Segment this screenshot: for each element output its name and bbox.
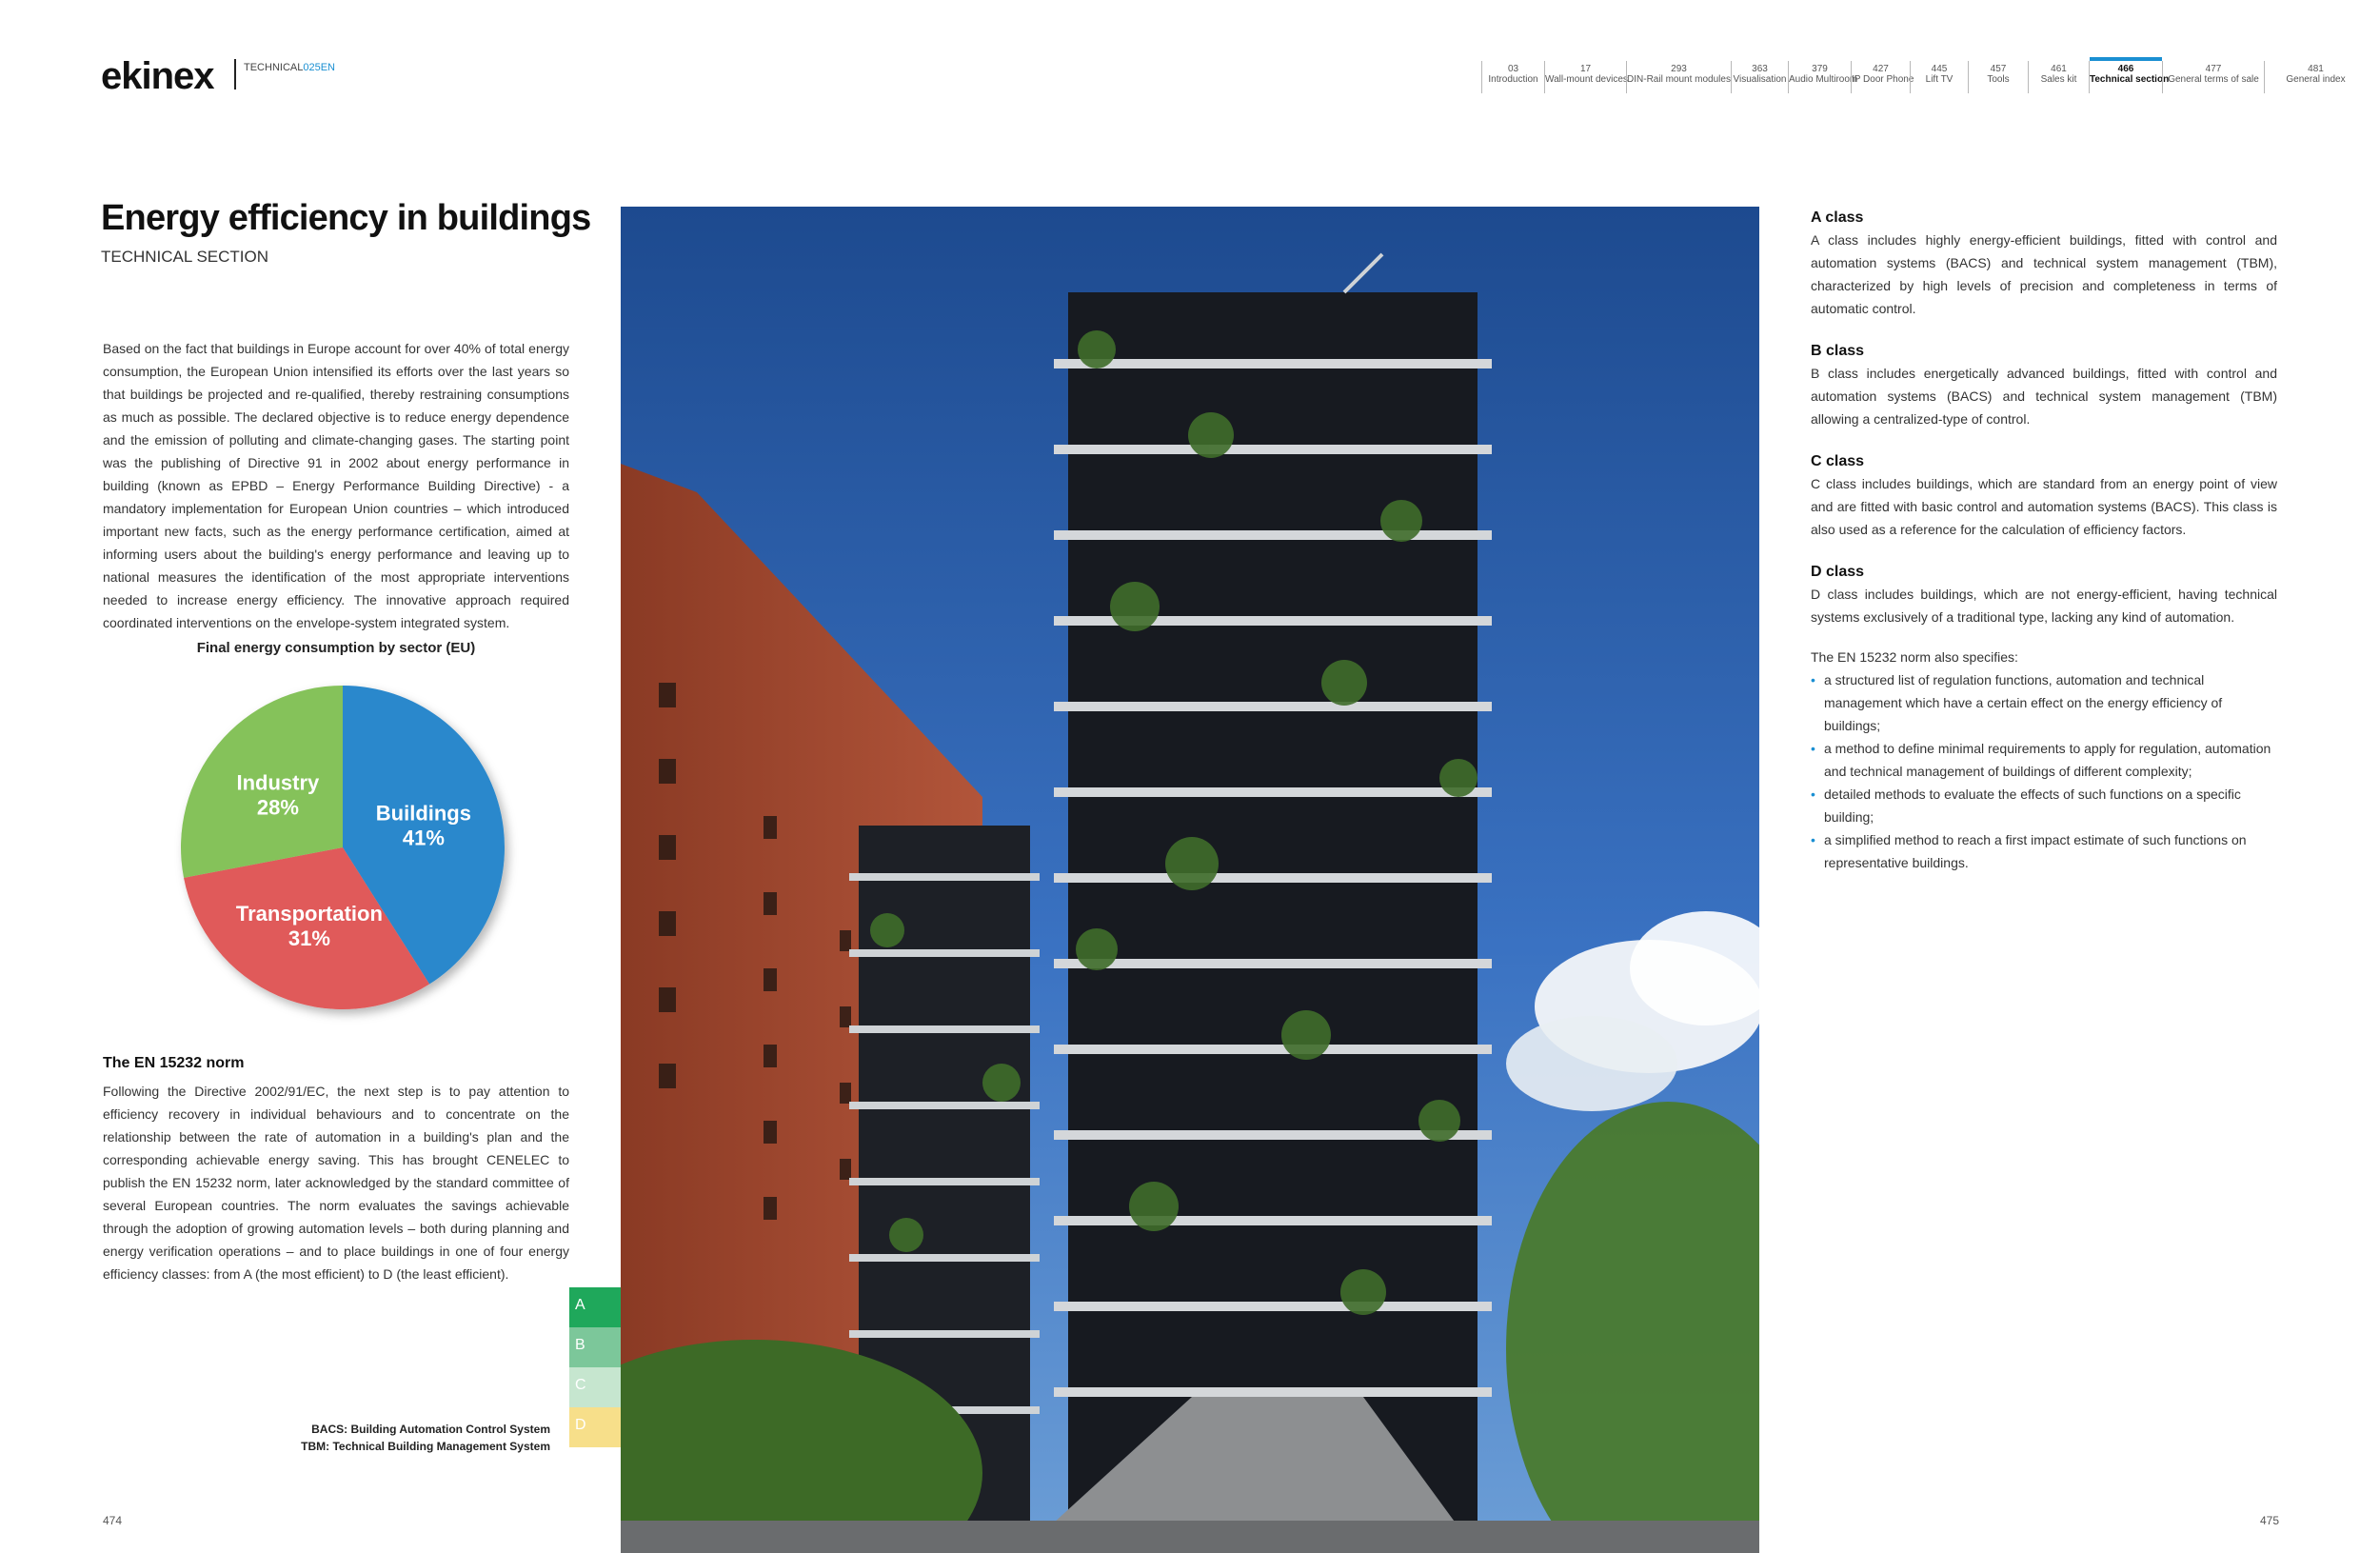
nav-tab-label: Tools: [1987, 74, 2010, 85]
chart-title: Final energy consumption by sector (EU): [196, 640, 476, 656]
nav-tab-page: 17: [1579, 64, 1592, 74]
efficiency-class-bar: [569, 1287, 621, 1447]
nav-tab-label: Wall-mount devices: [1545, 74, 1628, 85]
bullet-icon: •: [1811, 741, 1815, 756]
nav-tab-page: 457: [1990, 64, 2007, 74]
nav-tab-page: 379: [1812, 64, 1828, 74]
pie-label-transportation: Transportation: [235, 902, 383, 926]
nav-tab-sales-kit[interactable]: [2028, 61, 2089, 93]
class-description: B class includes energetically advanced buildings, fitted with control and automation systems (BACS) and technical system management (TBM) allowing a centralized-type of control.: [1811, 366, 2277, 427]
legend-tbm: TBM: Technical Building Management System: [301, 1440, 550, 1453]
class-cell-d: D: [569, 1407, 621, 1447]
class-cell-c: C: [569, 1367, 621, 1407]
nav-tab-page: 427: [1873, 64, 1889, 74]
abbreviation-legend: [248, 1421, 550, 1455]
class-description: D class includes buildings, which are not energy-efficient, having technical systems exclusively of a traditional type, lacking any kind of automation.: [1811, 587, 2277, 625]
nav-tab-technical-section[interactable]: [2089, 61, 2170, 93]
spec-list: [1811, 668, 2277, 874]
page-title: Energy efficiency in buildings: [101, 198, 591, 238]
nav-tab-page: 477: [2205, 64, 2222, 74]
nav-tab-label: Lift TV: [1925, 74, 1954, 85]
spec-list-item: [1811, 828, 2277, 874]
section-tag: [244, 62, 335, 73]
class-block-b: [1811, 343, 2277, 430]
spec-intro: The EN 15232 norm also specifies:: [1811, 649, 2018, 665]
class-heading: A class: [1811, 209, 1864, 226]
right-column: [1811, 209, 2277, 874]
nav-tab-label: DIN-Rail mount modules: [1627, 74, 1731, 85]
class-description: A class includes highly energy-efficient buildings, fitted with control and automation systems (BACS) and technical system management (TBM), characterized by high levels of precision and completeness in terms of automatic control.: [1811, 232, 2277, 316]
pie-label-industry: Industry: [236, 770, 320, 795]
class-heading: D class: [1811, 564, 1865, 580]
nav-tab-general-index[interactable]: [2264, 61, 2367, 93]
spec-text: a structured list of regulation functions, automation and technical management which have a certain effect on the energy efficiency of buildings;: [1824, 672, 2223, 733]
nav-tab-page: 293: [1671, 64, 1687, 74]
intro-paragraph: Based on the fact that buildings in Europe account for over 40% of total energy consumption, the European Union intensified its efforts over the last years so that buildings be projected and re-qualified, thereby restraining consumptions as much as possible. The declared objective is to reduce energy dependence and the emission of polluting and climate-changing gases. The starting point was the publishing of Directive 91 in 2002 about energy performance in building (known as EPBD – Energy Performance Building Directive) - a mandatory implementation for European Union countries – which introduced important new facts, such as the energy performance certification, aimed at informing users about the building's energy performance and leaving up to national measures the identification of the most appropriate interventions needed to increase energy efficiency. The innovative approach required coordinated interventions on the envelope-system integrated system.: [103, 341, 569, 630]
nav-tab-label: Visualisation: [1733, 74, 1787, 85]
nav-tab-introduction[interactable]: [1481, 61, 1544, 93]
nav-tab-label: Introduction: [1488, 74, 1538, 85]
vertical-forest-photo: [621, 207, 1759, 1553]
pie-value-industry: 28%: [256, 795, 299, 820]
nav-tab-label: General index: [2286, 74, 2346, 85]
norm-heading: The EN 15232 norm: [103, 1055, 245, 1071]
nav-tab-page: 363: [1752, 64, 1768, 74]
energy-pie-chart: [162, 667, 524, 1028]
class-block-c: [1811, 453, 2277, 541]
nav-tab-general-terms-of-sale[interactable]: [2162, 61, 2264, 93]
bullet-icon: •: [1811, 672, 1815, 687]
nav-tab-label: Sales kit: [2040, 74, 2077, 85]
nav-tab-audio-multiroom[interactable]: [1788, 61, 1858, 93]
class-heading: C class: [1811, 453, 1865, 469]
nav-tab-ip-door-phone[interactable]: [1851, 61, 1914, 93]
page-subtitle: TECHNICAL SECTION: [101, 248, 269, 266]
class-block-d: [1811, 564, 2277, 628]
class-cell-a: A: [569, 1287, 621, 1327]
page-number-left: 474: [103, 1514, 123, 1527]
norm-paragraph: Following the Directive 2002/91/EC, the next step is to pay attention to efficiency recovery in individual behaviours and to concentrate on the relationship between the rate of automation in a building's plan and the corresponding achievable energy saving. This has brought CENELEC to publish the EN 15232 norm, later acknowledged by the standard committee of several European countries. The norm evaluates the savings achievable through the adoption of growing automation levels – both during planning and energy verification operations – and to place buildings in one of four energy efficiency classes: from A (the most efficient) to D (the least efficient).: [103, 1084, 569, 1282]
nav-tab-page: 445: [1931, 64, 1948, 74]
nav-tab-tools[interactable]: [1968, 61, 2028, 93]
legend-bacs: BACS: Building Automation Control System: [311, 1423, 550, 1436]
nav-tab-page: 481: [2308, 64, 2324, 74]
nav-tab-label: Audio Multiroom: [1789, 74, 1858, 85]
nav-tab-page: 466: [2117, 64, 2134, 74]
nav-tab-wall-mount-devices[interactable]: [1544, 61, 1626, 93]
bullet-icon: •: [1811, 786, 1815, 802]
class-heading: B class: [1811, 343, 1865, 359]
spec-text: a simplified method to reach a first impact estimate of such functions on representative buildings.: [1824, 832, 2247, 870]
class-descriptions: [1811, 209, 2277, 628]
spec-text: detailed methods to evaluate the effects of such functions on a specific building;: [1824, 786, 2241, 825]
spec-text: a method to define minimal requirements to apply for regulation, automation and technical management of buildings of different complexity;: [1824, 741, 2271, 779]
class-description: C class includes buildings, which are standard from an energy point of view and are fitted with basic control and automation systems (BACS). This class is also used as a reference for the calculation of efficiency factors.: [1811, 476, 2277, 537]
pie-value-transportation: 31%: [288, 926, 330, 951]
pie-value-buildings: 41%: [402, 826, 445, 850]
nav-tab-label: Technical section: [2090, 74, 2170, 85]
section-tag-accent: 025EN: [303, 62, 335, 73]
class-block-a: [1811, 209, 2277, 320]
spec-list-item: [1811, 783, 2277, 828]
nav-tab-din-rail-mount-modules[interactable]: [1626, 61, 1731, 93]
nav-tab-label: IP Door Phone: [1852, 74, 1914, 85]
section-tag-prefix: TECHNICAL: [244, 62, 304, 73]
spec-list-item: [1811, 737, 2277, 783]
spec-list-item: [1811, 668, 2277, 737]
page-number-right: 475: [2260, 1514, 2280, 1527]
ekinex-logo: ekinex: [101, 55, 214, 97]
nav-tab-visualisation[interactable]: [1731, 61, 1788, 93]
pie-label-buildings: Buildings: [375, 801, 471, 826]
nav-tab-label: General terms of sale: [2168, 74, 2259, 85]
chapter-nav: [1481, 61, 2367, 93]
nav-tab-page: 461: [2051, 64, 2067, 74]
bullet-icon: •: [1811, 832, 1815, 847]
nav-tab-page: 03: [1507, 64, 1519, 74]
nav-tab-lift-tv[interactable]: [1910, 61, 1968, 93]
class-cell-b: B: [569, 1327, 621, 1367]
logo-divider: [234, 59, 236, 90]
